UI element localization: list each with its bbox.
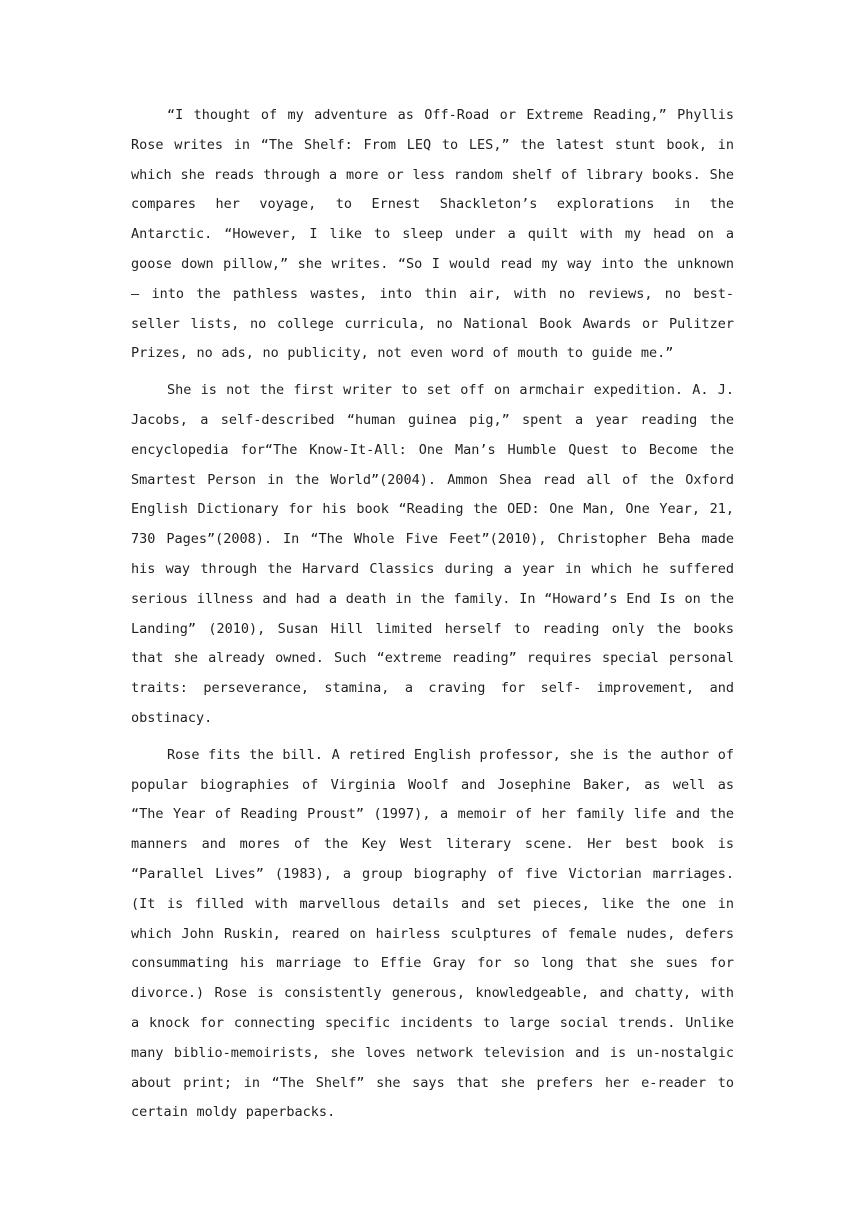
paragraph-3: Rose fits the bill. A retired English professor, she is the author of popular biographies of Virginia Woolf and Josephine Baker, as well as “The Year of Reading Proust” (1997), a memoir of her family life and the manners and mores of the Key West literary scene. Her best book is “Parallel Lives” (1983), a group biography of five Victorian marriages. (It is filled with marvellous details and set pieces, like the one in which John Ruskin, reared on hairless sculptures of female nudes, defers consummating his marriage to Effie Gray for so long that she sues for divorce.) Rose is consistently generous, knowledgeable, and chatty, with a knock for connecting specific incidents to large social trends. Unlike many biblio-memoirists, she loves network television and is un-nostalgic about print; in “The Shelf” she says that she prefers her e-reader to certain moldy paperbacks.: [131, 746, 734, 1121]
paragraph-1: “I thought of my adventure as Off-Road or Extreme Reading,” Phyllis Rose writes in “The Shelf: From LEQ to LES,” the latest stunt book, in which she reads through a more or less random shelf of library books. She compares her voyage, to Ernest Shackleton’s explorations in the Antarctic. “However, I like to sleep under a quilt with my head on a goose down pillow,” she writes. “So I would read my way into the unknown — into the pathless wastes, into thin air, with no reviews, no best-seller lists, no college curricula, no National Book Awards or Pulitzer Prizes, no ads, no publicity, not even word of mouth to guide me.”: [131, 107, 734, 362]
paragraph-2: She is not the first writer to set off on armchair expedition. A. J. Jacobs, a self-described “human guinea pig,” spent a year reading the encyclopedia for“The Know-It-All: One Man’s Humble Quest to Become the Smartest Person in the World”(2004). Ammon Shea read all of the Oxford English Dictionary for his book “Reading the OED: One Man, One Year, 21, 730 Pages”(2008). In “The Whole Five Feet”(2010), Christopher Beha made his way through the Harvard Classics during a year in which he suffered serious illness and had a death in the family. In “Howard’s End Is on the Landing” (2010), Susan Hill limited herself to reading only the books that she already owned. Such “extreme reading” requires special personal traits: perseverance, stamina, a craving for self- improvement, and obstinacy.: [131, 382, 734, 726]
document-body: [131, 101, 734, 1135]
